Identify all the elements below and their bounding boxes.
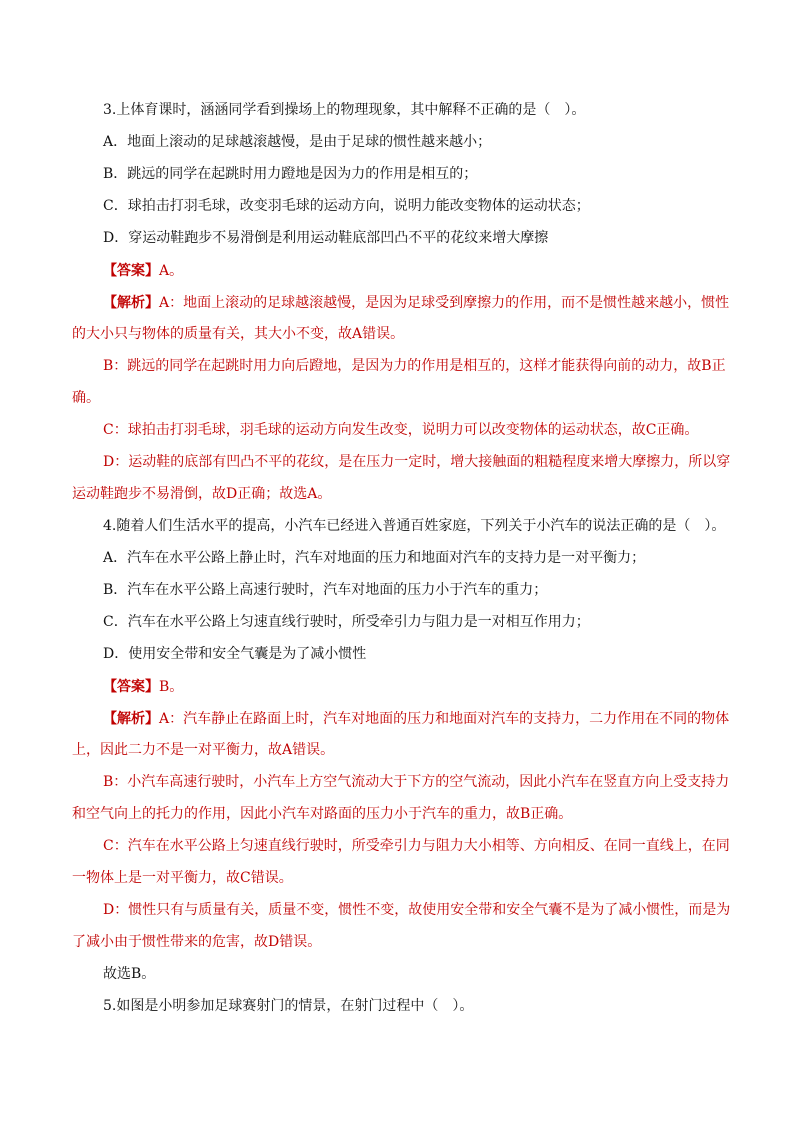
- q4-answer: [103, 677, 183, 697]
- answer-tag: 【答案】: [103, 263, 159, 279]
- q4-conclusion: 故选B。: [103, 966, 156, 982]
- q4-option-b: B．汽车在水平公路上高速行驶时，汽车对地面的压力小于汽车的重力；: [103, 582, 548, 598]
- q3-analysis-a-line2: 的大小只与物体的质量有关，其大小不变，故A错误。: [72, 326, 405, 342]
- q4-stem: 4.随着人们生活水平的提高，小汽车已经进入普通百姓家庭，下列关于小汽车的说法正确的是（ ）。: [103, 518, 726, 534]
- q3-analysis-d-line1: D：运动鞋的底部有凹凸不平的花纹，是在压力一定时，增大接触面的粗糙程度来增大摩擦力，所以穿: [103, 454, 731, 470]
- q4-analysis-b-line2: 和空气向上的托力的作用，因此小汽车对路面的压力小于汽车的重力，故B正确。: [72, 806, 573, 822]
- q4-analysis-c-line1: C：汽车在水平公路上匀速直线行驶时，所受牵引力与阻力大小相等、方向相反、在同一直线上，在同: [103, 838, 730, 854]
- q3-option-b: B．跳远的同学在起跳时用力蹬地是因为力的作用是相互的；: [103, 166, 478, 182]
- answer-value: B。: [159, 679, 184, 695]
- q3-option-c: C．球拍击打羽毛球，改变羽毛球的运动方向，说明力能改变物体的运动状态；: [103, 198, 590, 214]
- q4-analysis-a-line1: [103, 709, 729, 729]
- q3-stem: 3.上体育课时，涵涵同学看到操场上的物理现象，其中解释不正确的是（ ）。: [103, 102, 586, 118]
- q4-analysis-d-line2: 了减小由于惯性带来的危害，故D错误。: [72, 934, 322, 950]
- q5-stem: 5.如图是小明参加足球赛射门的情景，在射门过程中（ ）。: [103, 998, 474, 1014]
- q4-option-d: D．使用安全带和安全气囊是为了减小惯性: [103, 646, 367, 662]
- answer-value: A。: [159, 263, 184, 279]
- q4-analysis-d-line1: D：惯性只有与质量有关，质量不变，惯性不变，故使用安全带和安全气囊不是为了减小惯性，而是为: [103, 902, 731, 918]
- analysis-tag: 【解析】: [103, 711, 159, 727]
- q4-option-a: A．汽车在水平公路上静止时，汽车对地面的压力和地面对汽车的支持力是一对平衡力；: [103, 550, 646, 566]
- q4-analysis-b-line1: B：小汽车高速行驶时，小汽车上方空气流动大于下方的空气流动，因此小汽车在竖直方向上受支持力: [103, 774, 730, 790]
- q4-analysis-c-line2: 一物体上是一对平衡力，故C错误。: [72, 870, 293, 886]
- q3-option-a: A．地面上滚动的足球越滚越慢，是由于足球的惯性越来越小；: [103, 134, 492, 150]
- q3-analysis-a-line1: [103, 293, 729, 313]
- q4-option-c: C．汽车在水平公路上匀速直线行驶时，所受牵引力与阻力是一对相互作用力；: [103, 614, 590, 630]
- q3-analysis-c-line1: C：球拍击打羽毛球，羽毛球的运动方向发生改变，说明力可以改变物体的运动状态，故C正确。: [103, 422, 699, 438]
- analysis-text: A：汽车静止在路面上时，汽车对地面的压力和地面对汽车的支持力，二力作用在不同的物体: [159, 711, 730, 727]
- answer-tag: 【答案】: [103, 679, 159, 695]
- q3-option-d: D．穿运动鞋跑步不易滑倒是利用运动鞋底部凹凸不平的花纹来增大摩擦: [103, 230, 549, 246]
- q3-analysis-d-line2: 运动鞋跑步不易滑倒，故D正确；故选A。: [72, 486, 332, 502]
- q3-analysis-b-line2: 确。: [72, 390, 100, 406]
- q3-answer: [103, 261, 183, 281]
- q4-analysis-a-line2: 上，因此二力不是一对平衡力，故A错误。: [72, 742, 335, 758]
- analysis-tag: 【解析】: [103, 295, 159, 311]
- analysis-text: A：地面上滚动的足球越滚越慢，是因为足球受到摩擦力的作用，而不是惯性越来越小，惯性: [159, 295, 730, 311]
- q3-analysis-b-line1: B：跳远的同学在起跳时用力向后蹬地，是因为力的作用是相互的，这样才能获得向前的动力，故B正: [103, 358, 726, 374]
